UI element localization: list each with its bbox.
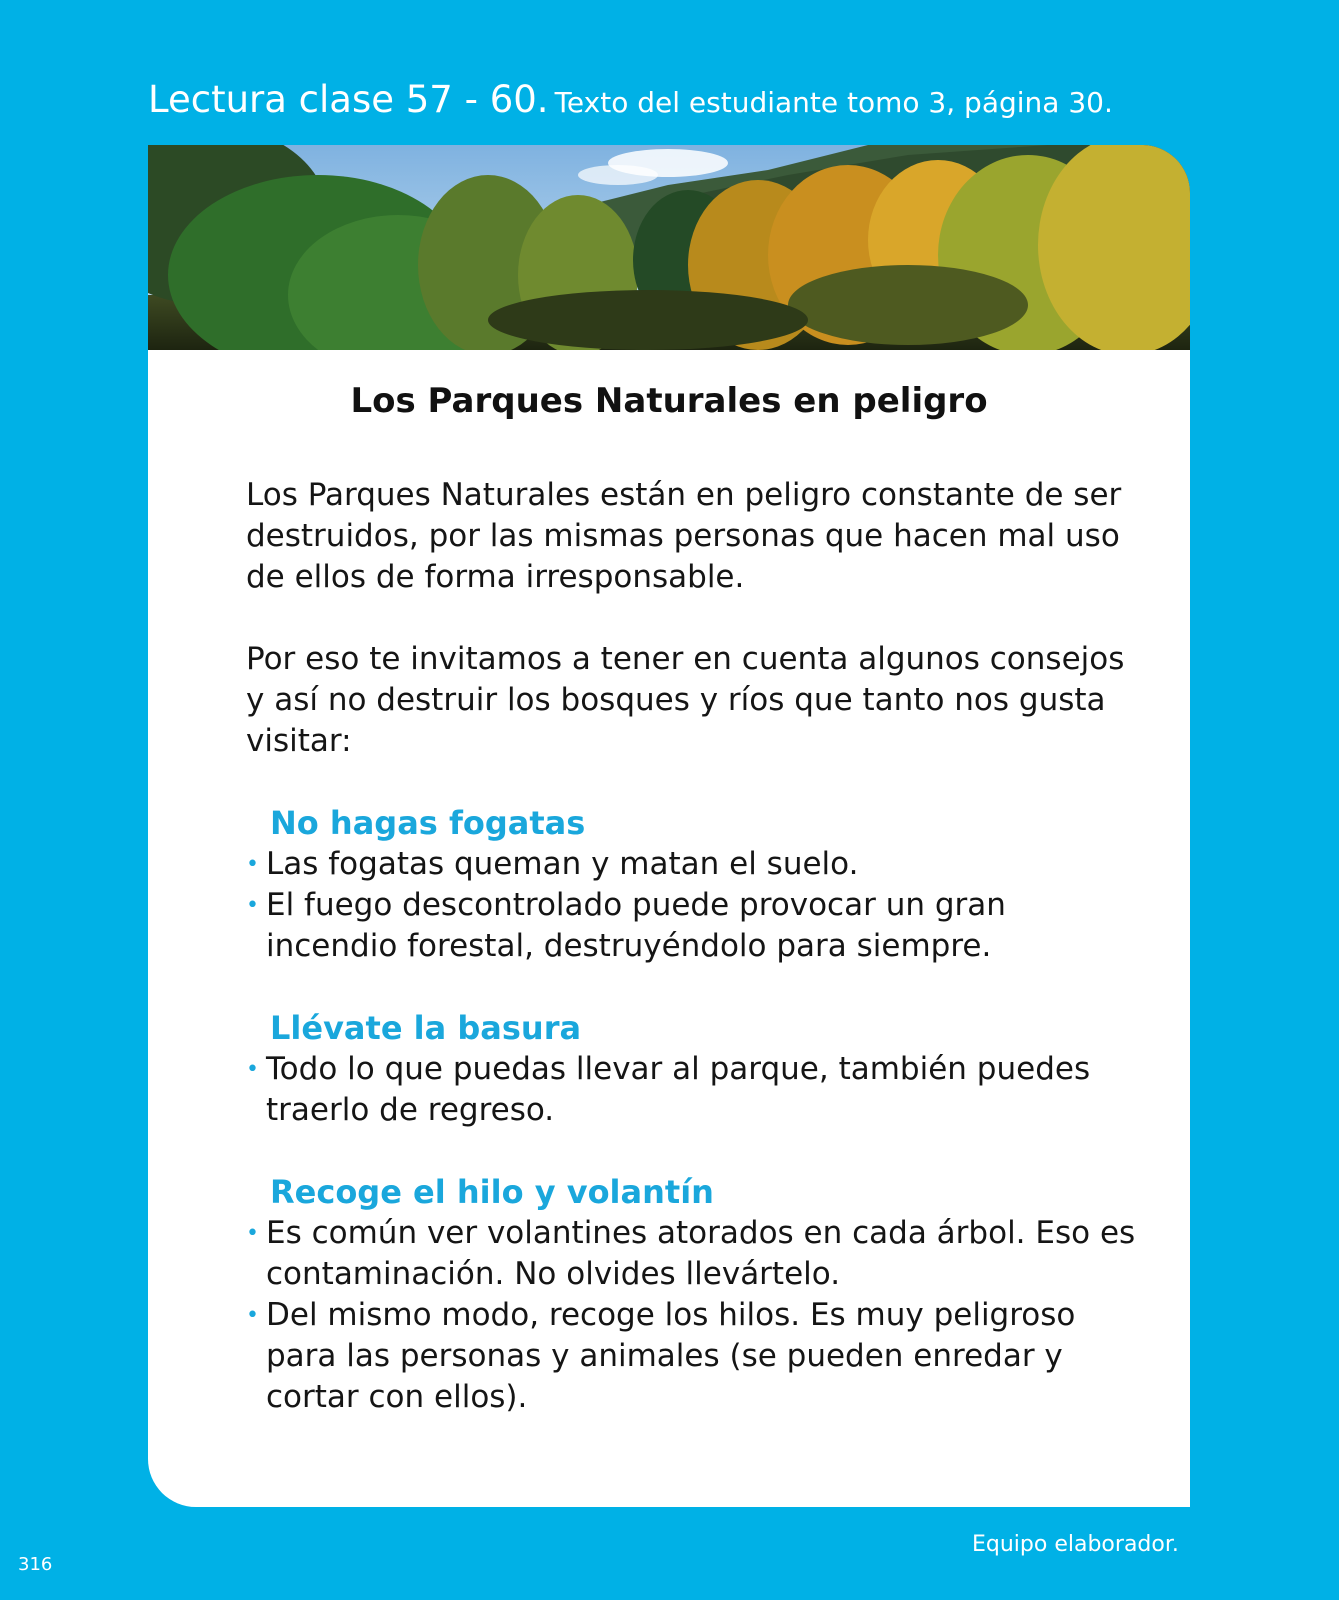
bullet-list — [246, 844, 1146, 967]
textbook-reference: Texto del estudiante tomo 3, página 30. — [554, 86, 1113, 119]
bullet-icon: • — [246, 852, 259, 877]
lesson-reference: Lectura clase 57 - 60. — [148, 78, 549, 121]
forest-landscape-photo — [148, 145, 1190, 350]
bullet-icon: • — [246, 1057, 259, 1082]
section-basura — [246, 1008, 1146, 1131]
list-item — [246, 1295, 1146, 1418]
bullet-list — [246, 1049, 1146, 1131]
reading-card — [148, 145, 1190, 1507]
bullet-icon: • — [246, 1221, 259, 1246]
bullet-icon: • — [246, 893, 259, 918]
credit-line: Equipo elaborador. — [972, 1532, 1179, 1557]
section-heading: Recoge el hilo y volantín — [270, 1173, 714, 1211]
section-no-fogatas — [246, 803, 1146, 967]
bullet-text: Las fogatas queman y matan el suelo. — [266, 846, 859, 882]
list-item — [246, 1049, 1146, 1131]
lesson-header — [148, 78, 1113, 121]
bullet-text: Del mismo modo, recoge los hilos. Es muy peligroso para las personas y animales (se pueden enredar y cortar con ellos). — [266, 1297, 1076, 1415]
list-item — [246, 1213, 1146, 1295]
bullet-text: El fuego descontrolado puede provocar un gran incendio forestal, destruyéndolo para siempre. — [266, 887, 1006, 964]
bullet-list — [246, 1213, 1146, 1418]
bullet-icon: • — [246, 1303, 259, 1328]
bullet-text: Es común ver volantines atorados en cada árbol. Eso es contaminación. No olvides llevártelo. — [266, 1215, 1136, 1292]
advice-paragraph: Por eso te invitamos a tener en cuenta algunos consejos y así no destruir los bosques y ríos que tanto nos gusta visitar: — [246, 641, 1125, 759]
list-item — [246, 844, 1146, 885]
article-body — [246, 475, 1146, 1459]
bullet-text: Todo lo que puedas llevar al parque, también puedes traerlo de regreso. — [266, 1051, 1091, 1128]
section-heading: No hagas fogatas — [270, 804, 586, 842]
list-item — [246, 885, 1146, 967]
intro-paragraph: Los Parques Naturales están en peligro constante de ser destruidos, por las mismas personas que hacen mal uso de ellos de forma irresponsable. — [246, 477, 1122, 595]
section-heading: Llévate la basura — [270, 1009, 582, 1047]
section-hilo-volantin — [246, 1172, 1146, 1418]
article-title: Los Parques Naturales en peligro — [350, 381, 988, 421]
page-number: 316 — [18, 1554, 53, 1575]
